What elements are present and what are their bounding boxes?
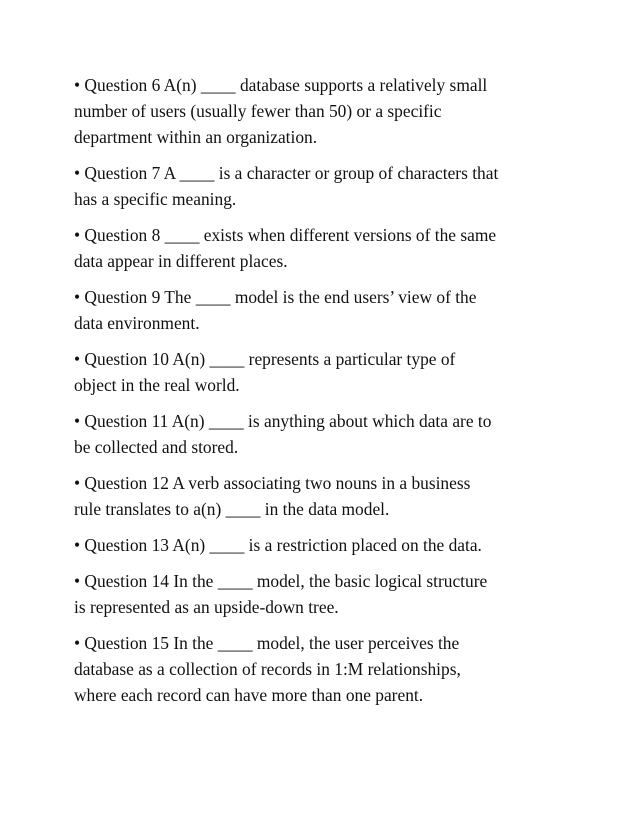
question-6: • Question 6 A(n) ____ database supports a relatively small number of users (usually fewer than 50) or a specific department within an organization.	[74, 75, 488, 147]
question-7: • Question 7 A ____ is a character or group of characters that has a specific meaning.	[74, 163, 499, 209]
question-13: • Question 13 A(n) ____ is a restriction placed on the data.	[74, 535, 482, 555]
question-11: • Question 11 A(n) ____ is anything about which data are to be collected and stored.	[74, 411, 492, 457]
question-12: • Question 12 A verb associating two nouns in a business rule translates to a(n) ____ in the data model.	[74, 473, 471, 519]
document-page	[74, 72, 574, 718]
question-8: • Question 8 ____ exists when different versions of the same data appear in different places.	[74, 225, 497, 271]
question-14: • Question 14 In the ____ model, the basic logical structure is represented as an upside-down tree.	[74, 571, 488, 617]
question-15: • Question 15 In the ____ model, the user perceives the database as a collection of records in 1:M relationships, where each record can have more than one parent.	[74, 633, 461, 705]
question-9: • Question 9 The ____ model is the end users’ view of the data environment.	[74, 287, 477, 333]
question-10: • Question 10 A(n) ____ represents a particular type of object in the real world.	[74, 349, 456, 395]
